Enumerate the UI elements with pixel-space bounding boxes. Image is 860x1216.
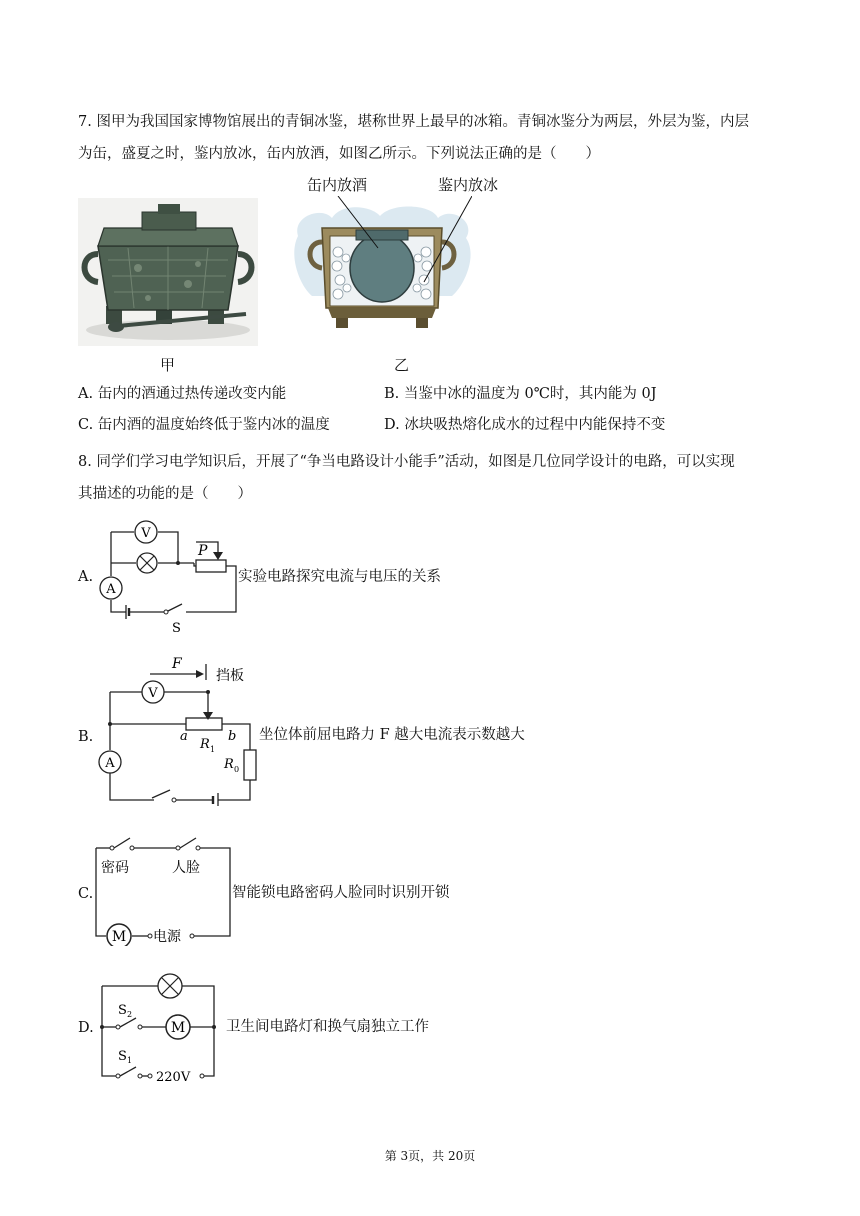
power-source-label: 电源 xyxy=(153,929,181,945)
motor-d-label: M xyxy=(170,1020,186,1036)
page-footer: 第 3页，共 20页 xyxy=(384,1149,476,1163)
voltmeter-b-label: V xyxy=(148,686,158,701)
motor-c-label: M xyxy=(111,929,127,945)
bronze-ice-chest-photo xyxy=(78,198,258,346)
q8-option-b-letter: B. xyxy=(78,729,94,745)
s2-subscript: 2 xyxy=(127,1010,133,1019)
ammeter-b-label: A xyxy=(105,756,115,771)
q8-option-c-desc: 智能锁电路密码人脸同时识别开锁 xyxy=(232,885,450,901)
r0-label: R xyxy=(224,757,234,772)
end-a-label: a xyxy=(180,729,188,744)
s1-label: S xyxy=(118,1049,127,1064)
q8-option-d-desc: 卫生间电路灯和换气扇独立工作 xyxy=(226,1019,429,1035)
force-f-label: F xyxy=(172,656,182,672)
circuit-diagram-c xyxy=(92,832,234,946)
switch-s-label: S xyxy=(172,621,181,636)
q8-option-c-letter: C. xyxy=(78,886,94,902)
q8-option-a-desc: 实验电路探究电流与电压的关系 xyxy=(238,569,441,585)
q7-stem-line2: 为缶，盛夏之时，鉴内放冰，缶内放酒，如图乙所示。下列说法正确的是（ ） xyxy=(78,146,600,162)
s2-label: S xyxy=(118,1003,127,1018)
q8-option-b-desc: 坐位体前屈电路力 F 越大电流表示数越大 xyxy=(259,727,525,743)
q8-option-d-letter: D. xyxy=(78,1020,94,1036)
r1-subscript: 1 xyxy=(210,745,216,754)
circuit-diagram-b xyxy=(96,652,266,806)
r0-subscript: 0 xyxy=(234,765,240,774)
face-switch-label: 人脸 xyxy=(172,860,200,876)
caption-yi: 乙 xyxy=(394,356,410,374)
circuit-diagram-d xyxy=(96,970,226,1090)
q7-option-b: B. 当鉴中冰的温度为 0℃时，其内能为 0J xyxy=(384,386,657,402)
voltmeter-a-label: V xyxy=(141,526,151,541)
ice-chest-cross-section-diagram xyxy=(292,196,472,336)
ammeter-a-label: A xyxy=(106,582,116,597)
q7-stem-line1: 7. 图甲为我国国家博物馆展出的青铜冰鉴，堪称世界上最早的冰箱。青铜冰鉴分为两层，外层为鉴，内层 xyxy=(78,114,749,130)
voltage-220v-label: 220V xyxy=(156,1070,191,1085)
label-ice-in-jian: 鉴内放冰 xyxy=(438,176,499,194)
q7-option-d: D. 冰块吸热熔化成水的过程中内能保持不变 xyxy=(384,417,666,433)
end-b-label: b xyxy=(228,729,237,744)
password-switch-label: 密码 xyxy=(101,860,129,876)
s1-subscript: 1 xyxy=(127,1056,133,1065)
q8-stem-line2: 其描述的功能的是（ ） xyxy=(78,486,252,502)
q7-option-c: C. 缶内酒的温度始终低于鉴内冰的温度 xyxy=(78,417,330,433)
q8-option-a-letter: A. xyxy=(78,569,94,585)
slider-p-label: P xyxy=(198,543,208,559)
r1-label: R xyxy=(200,737,210,752)
baffle-label: 挡板 xyxy=(216,668,244,684)
q8-stem-line1: 8. 同学们学习电学知识后，开展了“争当电路设计小能手”活动，如图是几位同学设计的电路，可以实现 xyxy=(78,454,735,470)
label-wine-in-fou: 缶内放酒 xyxy=(307,176,368,194)
caption-jia: 甲 xyxy=(160,356,176,374)
circuit-diagram-a xyxy=(96,516,242,636)
q7-option-a: A. 缶内的酒通过热传递改变内能 xyxy=(78,386,287,402)
